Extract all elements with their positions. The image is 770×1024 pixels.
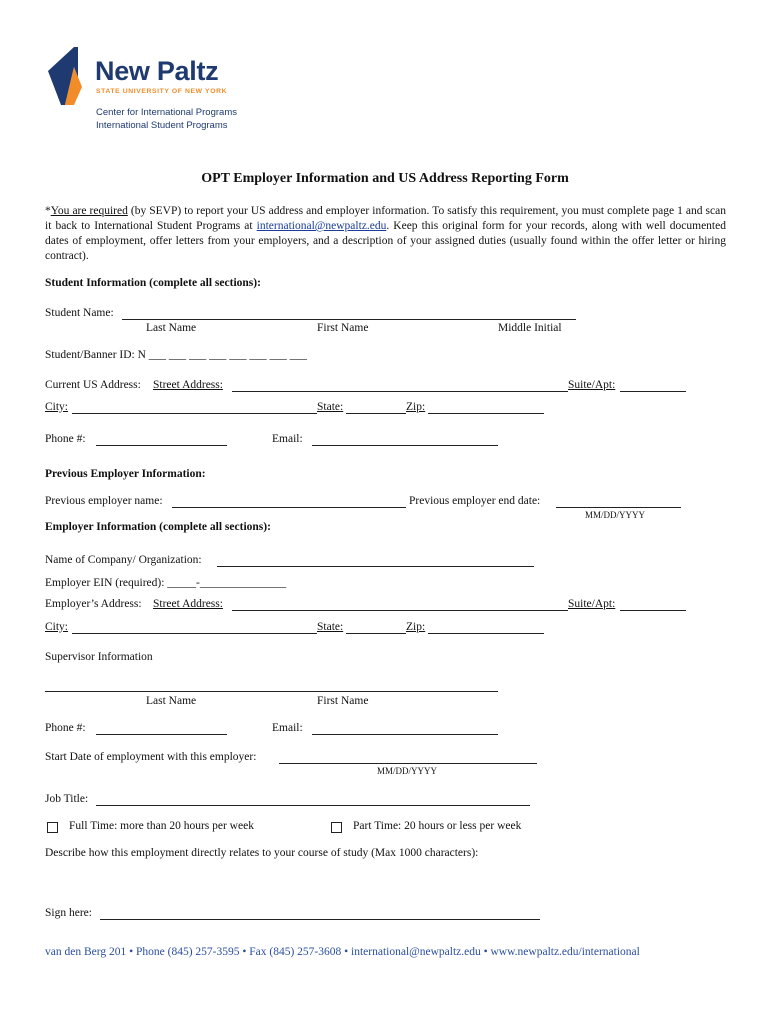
street-address-field[interactable] [232, 391, 568, 392]
supervisor-phone-label: Phone #: [45, 722, 86, 734]
employer-street-address-label: Street Address: [153, 598, 223, 610]
supervisor-last-name-caption: Last Name [146, 695, 197, 707]
brand-subtitle: STATE UNIVERSITY OF NEW YORK [96, 88, 228, 95]
intro-paragraph [45, 204, 726, 264]
start-date-field[interactable] [279, 763, 537, 764]
last-name-caption: Last Name [146, 322, 197, 334]
state-field[interactable] [346, 413, 406, 414]
supervisor-email-label: Email: [272, 722, 303, 734]
supervisor-first-name-caption: First Name [317, 695, 369, 707]
supervisor-email-field[interactable] [312, 734, 498, 735]
supervisor-info-label: Supervisor Information [45, 651, 153, 663]
zip-field[interactable] [428, 413, 544, 414]
current-address-label: Current US Address: [45, 379, 141, 391]
intro-text-2: . Keep this original form for your records, along with well documented dates of employment, offer letters from your employers, and a description of your assigned duties (usually found within the offer letter or hiring contract). [45, 220, 726, 262]
first-name-caption: First Name [317, 322, 369, 334]
supervisor-phone-field[interactable] [96, 734, 227, 735]
employer-info-heading: Employer Information (complete all sections): [45, 521, 271, 533]
intro-required: You are required [50, 205, 128, 217]
start-date-label: Start Date of employment with this employer: [45, 751, 257, 763]
intro-email-link[interactable]: international@newpaltz.edu [256, 220, 387, 232]
dept-line-2: International Student Programs [96, 120, 228, 131]
employer-state-label: State: [317, 621, 344, 633]
supervisor-name-field[interactable] [45, 691, 498, 692]
footer-contact: van den Berg 201 • Phone (845) 257-3595 • Fax (845) 257-3608 • international@newpaltz.edu • www.newpaltz.edu/international [45, 946, 640, 958]
city-label: City: [45, 401, 69, 413]
employer-suite-apt-label: Suite/Apt: [568, 598, 616, 610]
middle-initial-caption: Middle Initial [498, 322, 562, 334]
zip-label: Zip: [406, 401, 426, 413]
suite-apt-label: Suite/Apt: [568, 379, 616, 391]
form-title: OPT Employer Information and US Address Reporting Form [201, 171, 569, 186]
employer-street-address-field[interactable] [232, 610, 568, 611]
previous-employer-name-label: Previous employer name: [45, 495, 163, 507]
end-date-format-caption: MM/DD/YYYY [585, 510, 646, 520]
employer-zip-field[interactable] [428, 633, 544, 634]
employer-state-field[interactable] [346, 633, 406, 634]
employer-address-label: Employer’s Address: [45, 598, 142, 610]
brand-name: New Paltz [95, 56, 219, 86]
job-title-label: Job Title: [45, 793, 89, 805]
employer-ein-field[interactable]: Employer EIN (required): _____-_______________ [45, 577, 287, 589]
full-time-checkbox[interactable] [47, 822, 58, 833]
intro-asterisk: * [45, 205, 51, 217]
signature-field[interactable] [100, 919, 540, 920]
employer-suite-apt-field[interactable] [620, 610, 686, 611]
full-time-label: Full Time: more than 20 hours per week [69, 820, 254, 832]
company-name-field[interactable] [217, 566, 534, 567]
city-field[interactable] [72, 413, 317, 414]
email-label: Email: [272, 433, 303, 445]
sign-here-label: Sign here: [45, 907, 92, 919]
employer-city-field[interactable] [72, 633, 317, 634]
email-field[interactable] [312, 445, 498, 446]
state-label: State: [317, 401, 344, 413]
street-address-label: Street Address: [153, 379, 223, 391]
part-time-label: Part Time: 20 hours or less per week [353, 820, 522, 832]
intro-text-1: (by SEVP) to report your US address and employer information. To satisfy this requirement, you must complete page 1 and scan it back to International Student Programs at [45, 205, 726, 232]
student-info-heading: Student Information (complete all sections): [45, 277, 261, 289]
describe-employment-label: Describe how this employment directly relates to your course of study (Max 1000 characters): [45, 847, 479, 859]
banner-id-field[interactable]: Student/Banner ID: N ___ ___ ___ ___ ___ ___ ___ ___ [45, 349, 307, 361]
suite-apt-field[interactable] [620, 391, 686, 392]
start-date-format-caption: MM/DD/YYYY [377, 766, 438, 776]
student-name-field[interactable] [122, 319, 576, 320]
company-name-label: Name of Company/ Organization: [45, 554, 202, 566]
employer-city-label: City: [45, 621, 69, 633]
phone-field[interactable] [96, 445, 227, 446]
dept-line-1: Center for International Programs [96, 107, 237, 118]
previous-employer-end-date-field[interactable] [556, 507, 681, 508]
job-title-field[interactable] [96, 805, 530, 806]
student-name-label: Student Name: [45, 307, 114, 319]
employer-zip-label: Zip: [406, 621, 426, 633]
part-time-checkbox[interactable] [331, 822, 342, 833]
previous-employer-heading: Previous Employer Information: [45, 468, 206, 480]
previous-employer-end-date-label: Previous employer end date: [409, 495, 541, 507]
new-paltz-logo-mark [48, 47, 92, 105]
previous-employer-name-field[interactable] [172, 507, 406, 508]
phone-label: Phone #: [45, 433, 86, 445]
